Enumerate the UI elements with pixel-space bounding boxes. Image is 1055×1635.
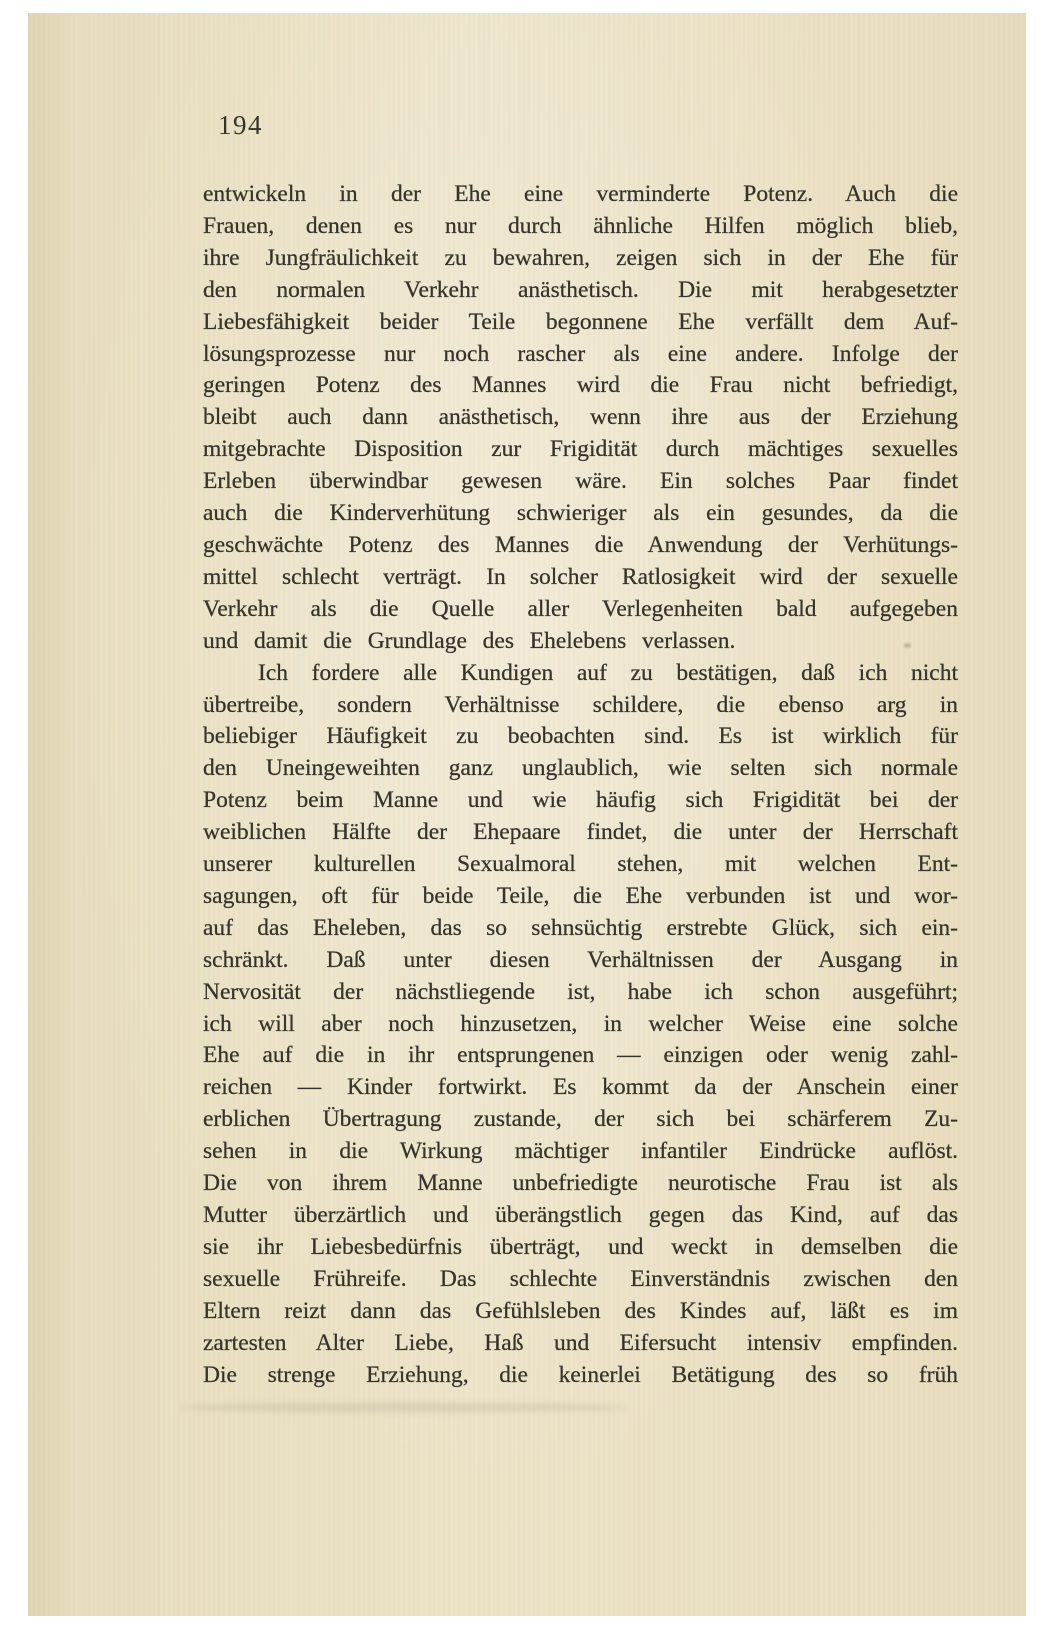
text-line: sie ihr Liebesbedürfnis überträgt, und weckt in demselben die (203, 1233, 958, 1260)
scan-smudge (178, 1403, 628, 1412)
text-line: ihre Jungfräulichkeit zu bewahren, zeigen sich in der Ehe für (203, 244, 958, 271)
text-line: Mutter überzärtlich und überängstlich gegen das Kind, auf das (203, 1202, 958, 1228)
text-line: bleibt auch dann anästhetisch, wenn ihre aus der Erziehung (203, 404, 958, 431)
page-number: 194 (218, 110, 263, 140)
text-line: Die strenge Erziehung, die keinerlei Betätigung des so früh (203, 1361, 958, 1388)
text-line: den normalen Verkehr anästhetisch. Die mit herabgesetzter (203, 276, 958, 303)
text-line: beliebiger Häufigkeit zu beobachten sind. Es ist wirklich für (203, 723, 958, 750)
text-line: Verkehr als die Quelle aller Verlegenheiten bald aufgegeben (203, 595, 958, 622)
text-line-paragraph-start: Ich fordere alle Kundigen auf zu bestätigen, daß ich nicht (258, 659, 958, 686)
text-line: geschwächte Potenz des Mannes die Anwendung der Verhütungs- (203, 531, 958, 558)
text-line: mitgebrachte Disposition zur Frigidität durch mächtiges sexuelles (203, 436, 958, 463)
text-line: auch die Kinderverhütung schwieriger als ein gesundes, da die (203, 500, 958, 527)
text-line-paragraph-end: und damit die Grundlage des Ehelebens verlassen. (203, 627, 736, 654)
text-line: Ehe auf die in ihr entsprungenen — einzigen oder wenig zahl- (203, 1042, 958, 1069)
text-line: Eltern reizt dann das Gefühlsleben des Kindes auf, läßt es im (203, 1297, 958, 1324)
text-line: sagungen, oft für beide Teile, die Ehe verbunden ist und wor- (203, 882, 958, 909)
text-line: Erleben überwindbar gewesen wäre. Ein solches Paar findet (203, 468, 958, 495)
text-line: geringen Potenz des Mannes wird die Frau nicht befriedigt, (203, 372, 958, 399)
print-speck (904, 643, 911, 648)
text-line: unserer kulturellen Sexualmoral stehen, mit welchen Ent- (203, 851, 958, 878)
text-line: sehen in die Wirkung mächtiger infantiler Eindrücke auflöst. (203, 1138, 958, 1165)
text-line: auf das Eheleben, das so sehnsüchtig erstrebte Glück, sich ein- (203, 914, 958, 941)
text-line: schränkt. Daß unter diesen Verhältnissen der Ausgang in (203, 946, 958, 973)
text-line: mittel schlecht verträgt. In solcher Ratlosigkeit wird der sexuelle (203, 563, 958, 590)
body-text-block (203, 179, 958, 1391)
text-line: Potenz beim Manne und wie häufig sich Frigidität bei der (203, 787, 958, 814)
text-line: zartesten Alter Liebe, Haß und Eifersucht intensiv empfinden. (203, 1329, 958, 1356)
text-line: erblichen Übertragung zustande, der sich bei schärferem Zu- (203, 1106, 958, 1133)
text-line: weiblichen Hälfte der Ehepaare findet, die unter der Herrschaft (203, 819, 958, 846)
text-line: übertreibe, sondern Verhältnisse schildere, die ebenso arg in (203, 691, 958, 718)
text-line: ich will aber noch hinzusetzen, in welcher Weise eine solche (203, 1010, 958, 1037)
text-line: Liebesfähigkeit beider Teile begonnene Ehe verfällt dem Auf- (203, 308, 958, 335)
text-line: reichen — Kinder fortwirkt. Es kommt da der Anschein einer (203, 1074, 958, 1101)
text-line: Die von ihrem Manne unbefriedigte neurotische Frau ist als (203, 1170, 958, 1197)
text-line: entwickeln in der Ehe eine verminderte Potenz. Auch die (203, 181, 958, 207)
text-line: sexuelle Frühreife. Das schlechte Einverständnis zwischen den (203, 1265, 958, 1292)
text-line: Frauen, denen es nur durch ähnliche Hilfen möglich blieb, (203, 212, 958, 239)
text-line: Nervosität der nächstliegende ist, habe ich schon ausgeführt; (203, 978, 958, 1005)
text-line: den Uneingeweihten ganz unglaublich, wie selten sich normale (203, 755, 958, 782)
text-line: lösungsprozesse nur noch rascher als eine andere. Infolge der (203, 340, 958, 367)
paper-sheet (28, 13, 1026, 1616)
